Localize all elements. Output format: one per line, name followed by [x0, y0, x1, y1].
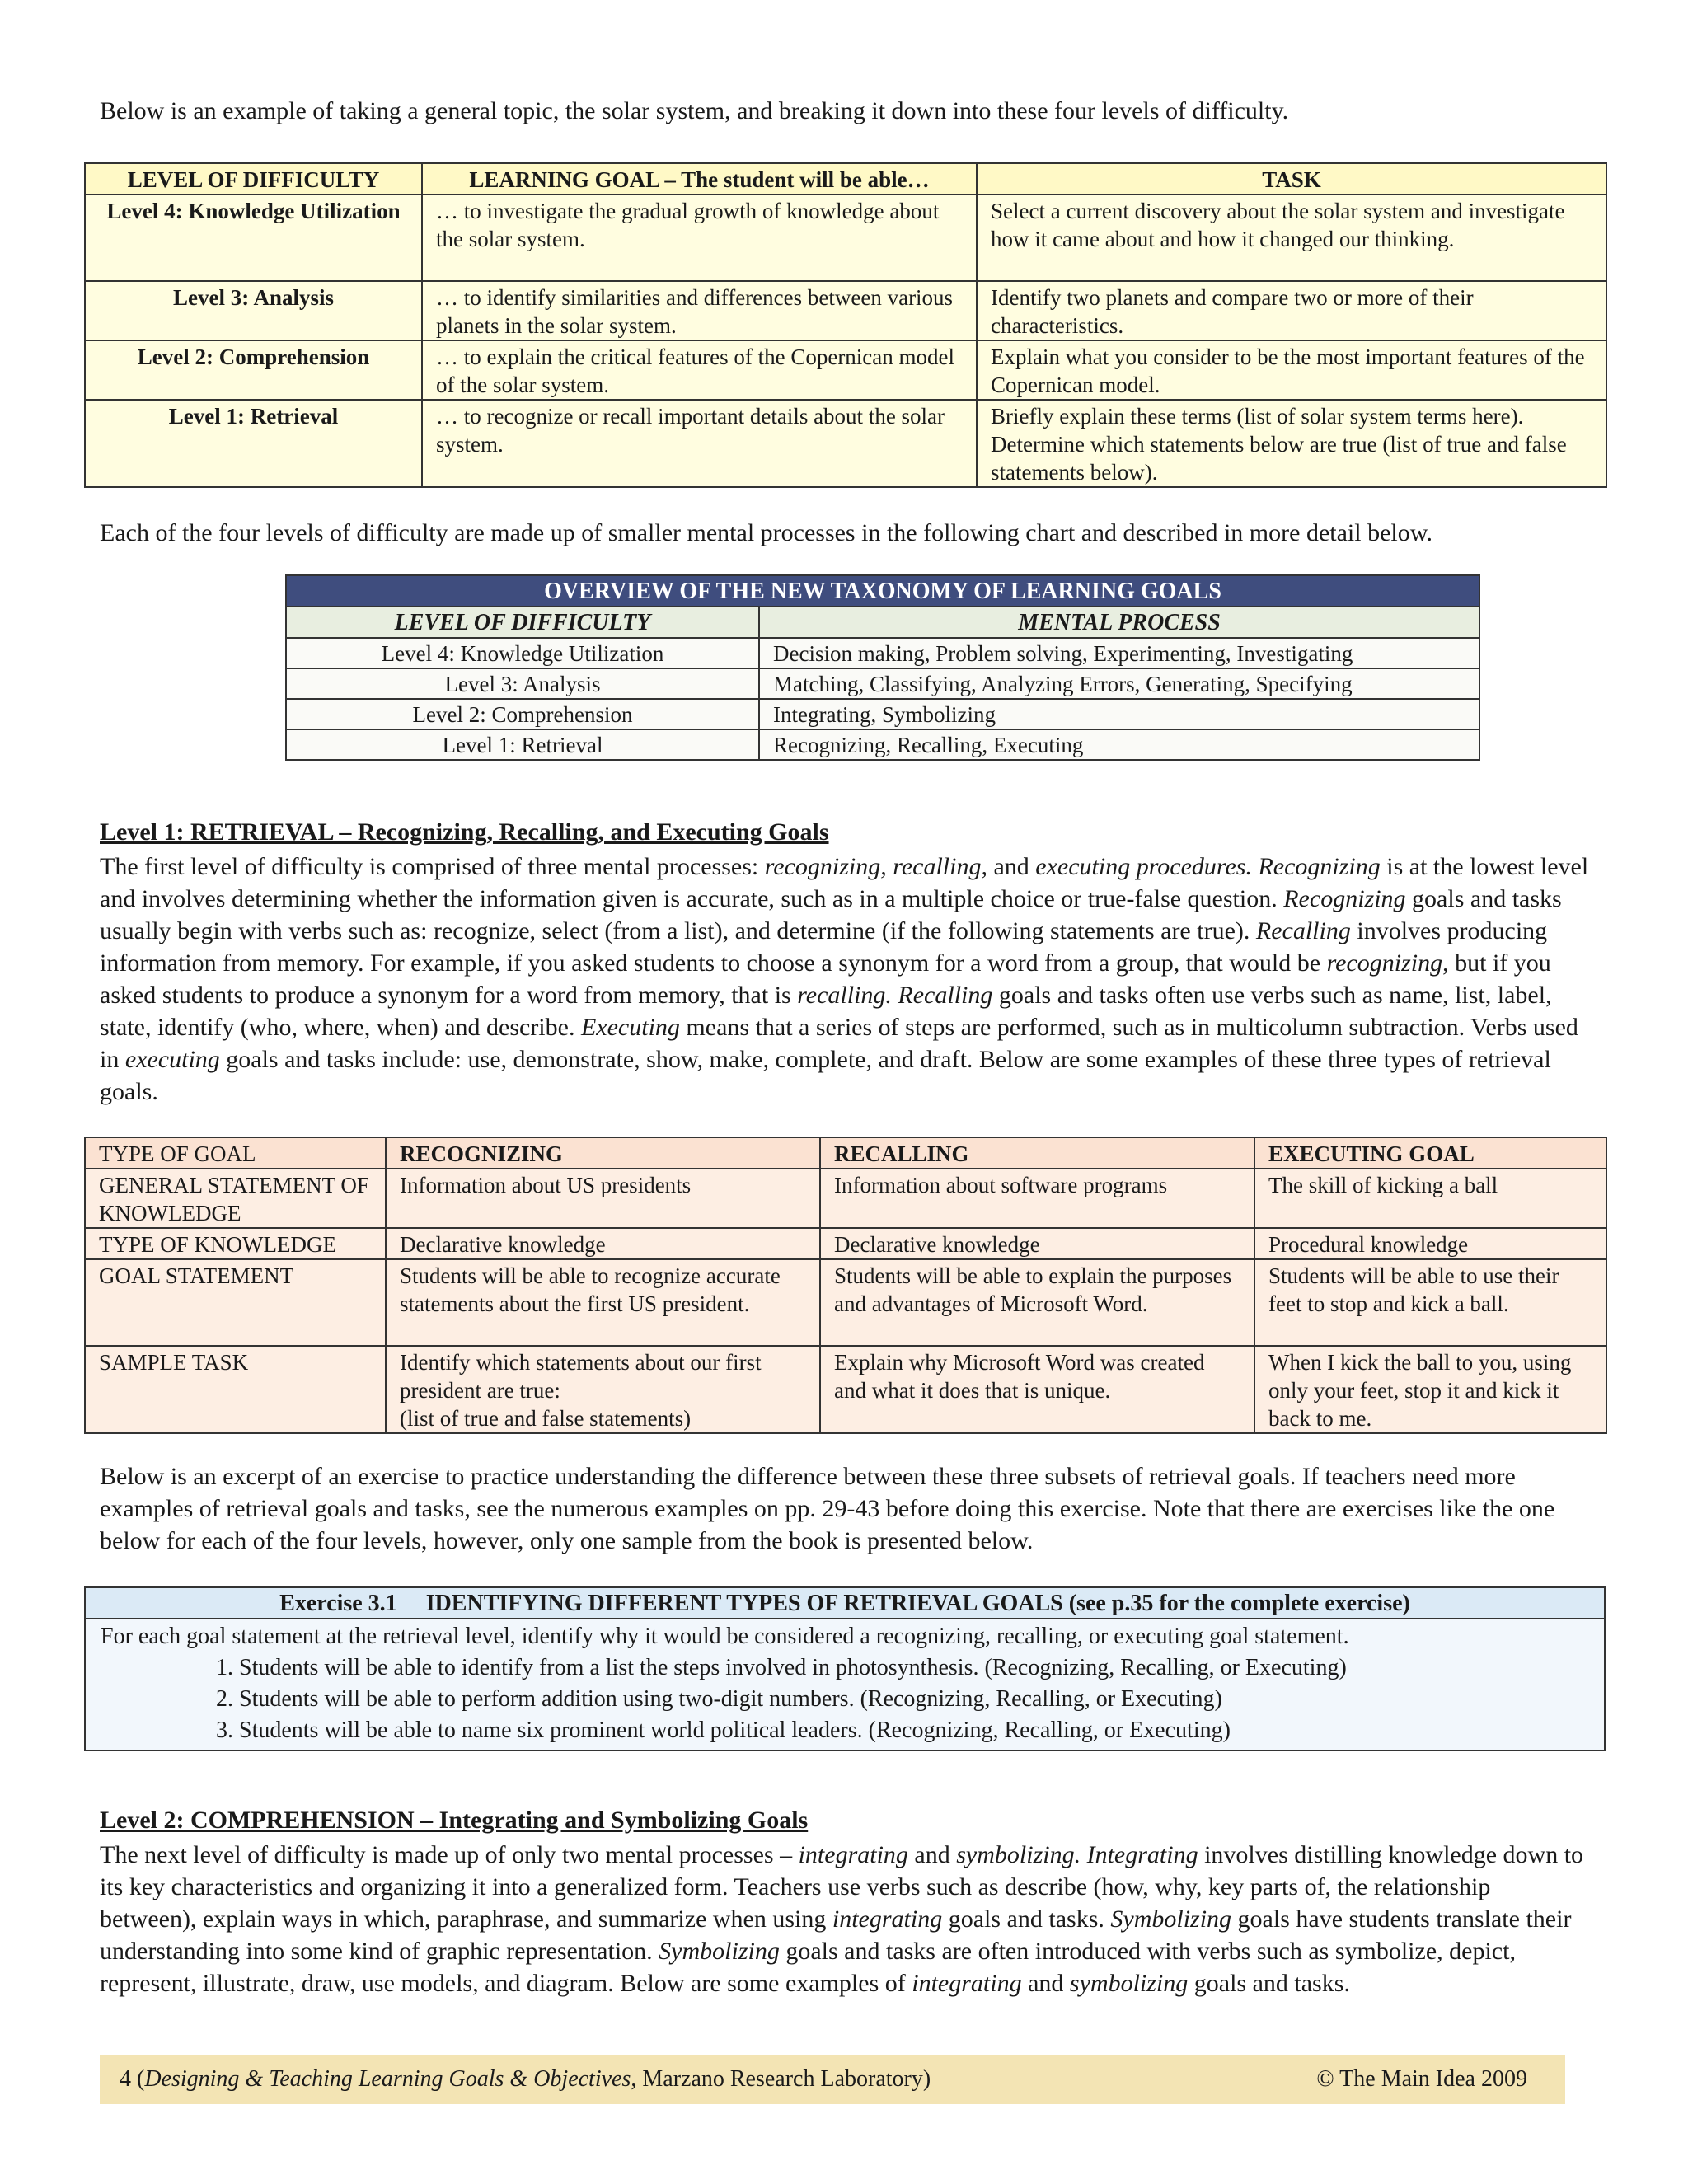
- list-item: 3. Students will be able to name six prominent world political leaders. (Recognizing, Recalling, or Executing): [239, 1715, 1591, 1746]
- table-title-row: [286, 575, 1479, 607]
- table-row: [85, 281, 1606, 340]
- goal-cell: … to investigate the gradual growth of knowledge about the solar system.: [422, 194, 977, 281]
- table-cell: Students will be able to recognize accurate statements about the first US president.: [386, 1259, 820, 1346]
- table-cell: Declarative knowledge: [386, 1228, 820, 1259]
- goal-cell: … to recognize or recall important details about the solar system.: [422, 400, 977, 487]
- table-header-row: [85, 1137, 1606, 1169]
- section-heading-comprehension: Level 2: COMPREHENSION – Integrating and Symbolizing Goals: [100, 1807, 809, 1834]
- row-label: GENERAL STATEMENT OF KNOWLEDGE: [85, 1169, 386, 1228]
- table-row: [85, 194, 1606, 281]
- goal-cell: … to explain the critical features of the Copernican model of the solar system.: [422, 340, 977, 400]
- process-cell: Matching, Classifying, Analyzing Errors, Generating, Specifying: [759, 668, 1479, 699]
- col-header-recalling: RECALLING: [820, 1137, 1254, 1169]
- table-row: [286, 729, 1479, 760]
- level-cell: Level 4: Knowledge Utilization: [286, 638, 759, 668]
- table-row: [85, 1228, 1606, 1259]
- level-cell: Level 3: Analysis: [286, 668, 759, 699]
- retrieval-goals-table: [84, 1137, 1607, 1434]
- col-header-executing: EXECUTING GOAL: [1254, 1137, 1606, 1169]
- taxonomy-overview-table: [285, 574, 1480, 761]
- table-cell: Information about software programs: [820, 1169, 1254, 1228]
- col-header-level: LEVEL OF DIFFICULTY: [286, 607, 759, 638]
- excerpt-paragraph: Below is an excerpt of an exercise to practice understanding the difference between these three subsets of retrieval goals. If teachers need more examples of retrieval goals and tasks, see the numerous examples on pp. 29-43 before doing this exercise. Note that there are exercises like the one below for each of the four levels, however, only one sample from the book is presented below.: [100, 1463, 1555, 1554]
- footer-citation: 4 (Designing & Teaching Learning Goals & Objectives, Marzano Research Laboratory): [120, 2066, 931, 2092]
- table-cell: Students will be able to use their feet to stop and kick a ball.: [1254, 1259, 1606, 1346]
- process-cell: Integrating, Symbolizing: [759, 699, 1479, 729]
- exercise-title: Exercise 3.1 IDENTIFYING DIFFERENT TYPES OF RETRIEVAL GOALS (see p.35 for the complete exercise): [86, 1588, 1604, 1619]
- level-cell: Level 3: Analysis: [85, 281, 422, 340]
- table-cell: The skill of kicking a ball: [1254, 1169, 1606, 1228]
- footer-copyright: © The Main Idea 2009: [1316, 2066, 1527, 2092]
- goal-cell: … to identify similarities and differences between various planets in the solar system.: [422, 281, 977, 340]
- table-cell: Declarative knowledge: [820, 1228, 1254, 1259]
- row-label: SAMPLE TASK: [85, 1346, 386, 1433]
- table-header-row: [286, 607, 1479, 638]
- comprehension-paragraph: The next level of difficulty is made up of only two mental processes – integrating and symbolizing. Integrating involves distilling knowledge down to its key characteristics and organizing it into a generalized form. Teachers use verbs such as describe (how, why, key parts of, the relationship between), explain ways in which, paraphrase, and summarize when using integrating goals and tasks. Symbolizing goals have students translate their understanding into some kind of graphic representation. Symbolizing goals and tasks are often introduced with verbs such as symbolize, depict, represent, illustrate, draw, use models, and diagram. Below are some examples of integrating and symbolizing goals and tasks.: [100, 1841, 1584, 1997]
- retrieval-paragraph: The first level of difficulty is comprised of three mental processes: recognizing, recalling, and executing procedures. Recognizing is at the lowest level and involves determining whether the information given is accurate, such as in a multiple choice or true-false question. Recognizing goals and tasks usually begin with verbs such as: recognize, select (from a list), and determine (if the following statements are true). Recalling involves producing information from memory. For example, if you asked students to choose a synonym for a word from a group, that would be recognizing, but if you asked students to produce a synonym for a word from memory, that is recalling. Recalling goals and tasks often use verbs such as name, list, label, state, identify (who, where, when) and describe. Executing means that a series of steps are performed, such as in multicolumn subtraction. Verbs used in executing goals and tasks include: use, demonstrate, show, make, complete, and draft. Below are some examples of these three types of retrieval goals.: [100, 853, 1589, 1105]
- table-row: [286, 668, 1479, 699]
- table-cell: When I kick the ball to you, using only your feet, stop it and kick it back to me.: [1254, 1346, 1606, 1433]
- table-cell: Identify which statements about our first president are true: (list of true and false statements): [386, 1346, 820, 1433]
- col-header-recognizing: RECOGNIZING: [386, 1137, 820, 1169]
- table-row: [85, 1169, 1606, 1228]
- exercise-box: [84, 1586, 1606, 1751]
- col-header-mental-process: MENTAL PROCESS: [759, 607, 1479, 638]
- table-cell: Information about US presidents: [386, 1169, 820, 1228]
- col-header-level: LEVEL OF DIFFICULTY: [85, 163, 422, 194]
- solar-system-table: [84, 162, 1607, 488]
- table-row: [85, 340, 1606, 400]
- table-cell: Procedural knowledge: [1254, 1228, 1606, 1259]
- list-item: 2. Students will be able to perform addition using two-digit numbers. (Recognizing, Recalling, or Executing): [239, 1684, 1591, 1715]
- process-cell: Recognizing, Recalling, Executing: [759, 729, 1479, 760]
- table-row: [85, 1346, 1606, 1433]
- col-header-type: TYPE OF GOAL: [85, 1137, 386, 1169]
- row-label: TYPE OF KNOWLEDGE: [85, 1228, 386, 1259]
- col-header-learning-goal: LEARNING GOAL – The student will be able…: [422, 163, 977, 194]
- col-header-task: TASK: [977, 163, 1606, 194]
- intro-paragraph: Below is an example of taking a general topic, the solar system, and breaking it down into these four levels of difficulty.: [100, 97, 1289, 124]
- exercise-instruction: For each goal statement at the retrieval level, identify why it would be considered a recognizing, recalling, or executing goal statement.: [101, 1624, 1349, 1649]
- level-cell: Level 4: Knowledge Utilization: [85, 194, 422, 281]
- level-cell: Level 2: Comprehension: [85, 340, 422, 400]
- table-cell: Students will be able to explain the purposes and advantages of Microsoft Word.: [820, 1259, 1254, 1346]
- level-cell: Level 1: Retrieval: [286, 729, 759, 760]
- table-title: OVERVIEW OF THE NEW TAXONOMY OF LEARNING GOALS: [286, 575, 1479, 607]
- page-footer: [100, 2055, 1565, 2104]
- exercise-list: [101, 1652, 1591, 1746]
- exercise-body: [86, 1619, 1604, 1750]
- row-label: GOAL STATEMENT: [85, 1259, 386, 1346]
- table-row: [85, 1259, 1606, 1346]
- level-cell: Level 2: Comprehension: [286, 699, 759, 729]
- task-cell: Identify two planets and compare two or more of their characteristics.: [977, 281, 1606, 340]
- table-header-row: [85, 163, 1606, 194]
- section-heading-retrieval: Level 1: RETRIEVAL – Recognizing, Recalling, and Executing Goals: [100, 818, 829, 846]
- table-cell: Explain why Microsoft Word was created and what it does that is unique.: [820, 1346, 1254, 1433]
- task-cell: Select a current discovery about the solar system and investigate how it came about and how it changed our thinking.: [977, 194, 1606, 281]
- table-row: [85, 400, 1606, 487]
- level-cell: Level 1: Retrieval: [85, 400, 422, 487]
- task-cell: Explain what you consider to be the most important features of the Copernican model.: [977, 340, 1606, 400]
- intro-paragraph-2: Each of the four levels of difficulty are made up of smaller mental processes in the following chart and described in more detail below.: [100, 519, 1432, 546]
- table-row: [286, 699, 1479, 729]
- table-row: [286, 638, 1479, 668]
- list-item: 1. Students will be able to identify from a list the steps involved in photosynthesis. (Recognizing, Recalling, or Executing): [239, 1652, 1591, 1684]
- task-cell: Briefly explain these terms (list of solar system terms here). Determine which statements below are true (list of true and false statements below).: [977, 400, 1606, 487]
- process-cell: Decision making, Problem solving, Experimenting, Investigating: [759, 638, 1479, 668]
